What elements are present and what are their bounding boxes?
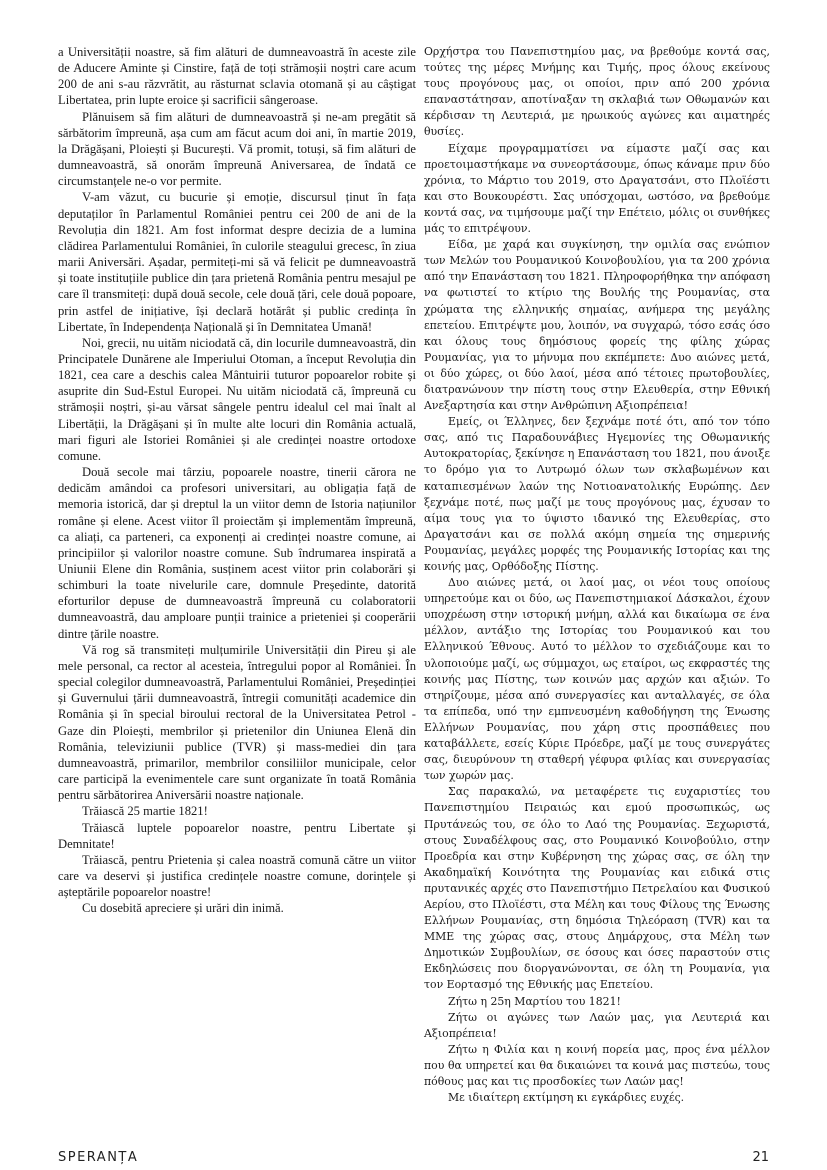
el-paragraph-9: Ζήτω η Φιλία και η κοινή πορεία μας, προς ένα μέλλον που θα υπηρετεί και θα δικαιώνει τα κοινά μας πιστεύω, τους πόθους μας και τις προσδοκίες των Λαών μας! <box>424 1042 770 1088</box>
ro-paragraph-5: Două secole mai târziu, popoarele noastre, tinerii cărora ne dedicăm amândoi ca profesori universitari, au obligația față de memoria istorică, dar și dreptul la un viitor demn de Istoria națiunilor române și elene. Acest viitor îl proiectăm și implementăm împreună, ca aliați, ca parteneri, ca exponenți ai credinței noastre comune, ai principiilor și valorilor noastre comune. Sub îndrumarea inspirată a Uniunii Elene din România, susținem acest viitor prin colaborări și schimburi la toate nivelurile care, domnule Președinte, datorită eforturilor depuse de dumneavoastră împreună cu colaboratorii dumneavoastră, dau amploare punții trainice a prieteniei și cooperării dintre țările noastre. <box>58 465 416 641</box>
ro-paragraph-4: Noi, grecii, nu uităm niciodată că, din locurile dumneavoastră, din Principatele Dunărene ale Imperiului Otoman, a început Revoluția din 1821, cea care a deschis calea Mântuirii tuturor popoarelor robite și asuprite din Sud-Estul Europei. Nu uităm niciodată că, împreună cu strămoșii noștri, și-au vărsat sângele pentru idealul cel mai înalt al Libertății, la Drăgășani și în multe alte locuri din România actuală, mari figuri ale Istoriei României și ale credinței noastre ortodoxe comune. <box>58 335 416 463</box>
el-paragraph-5: Δυο αιώνες μετά, οι λαοί μας, οι νέοι τους οποίους υπηρετούμε και οι δύο, ως Πανεπιστημιακοί Δάσκαλοι, έχουν υποχρέωση στην ιστορική μνήμη, αλλά και δικαίωμα σε ένα μέλλον, αντάξιο της Ιστορίας του Ρουμανικού και του Ελληνικού Έθνους. Αυτό το μέλλον το σχεδιάζουμε και το υλοποιούμε μαζί, ως σύμμαχοι, ως εταίροι, ως εκφραστές της κοινής μας Πίστης, των κοινών μας αρχών και αξιών. Το στηρίζουμε, μέσα από συνεργασίες και ανταλλαγές, σε όλα τα επίπεδα, υπό την εμπνευσμένη καθοδήγηση της Ένωσης Ελλήνων Ρουμανίας, που χάρη στις προσπάθειες που καταβάλλετε, εσείς Κύριε Πρόεδρε, μαζί με τους συνεργάτες σας, διευρύνουν τη σταθερή γέφυρα φιλίας και συνεργασίας των χωρών μας. <box>424 576 770 783</box>
page-footer <box>58 1150 769 1170</box>
el-paragraph-7: Ζήτω η 25η Μαρτίου του 1821! <box>448 994 621 1008</box>
el-paragraph-4: Εμείς, οι Έλληνες, δεν ξεχνάμε ποτέ ότι, από τον τόπο σας, από τις Παραδουνάβιες Ηγεμονίες της Οθωμανικής Αυτοκρατορίας, ξεκίνησε η Επανάσταση του 1821, που άνοιξε το δρόμο για το Λυτρωμό όλων των σκλαβωμένων και καταπιεσμένων λαών της Νοτιοανατολικής Ευρώπης. Δεν ξεχνάμε ποτέ, πως μαζί με τους προγόνους μας, έχυσαν το αίμα τους για το ύψιστο ιδανικό της Ελευθερίας, στο Δραγατσάνι και σε πολλά ακόμη σημεία της σημερινής Ρουμανίας, μεγάλες μορφές της Ρουμανικής Ιστορίας και της κοινής μας, Ορθόδοξης Πίστης. <box>424 415 770 573</box>
page-number: 21 <box>752 1150 769 1165</box>
ro-paragraph-2: Plănuisem să fim alături de dumneavoastră și ne-am pregătit să sărbătorim împreună, așa cum am făcut acum doi ani, în martie 2019, la Drăgășani, Ploiești și București. Vă promit, totuși, să fim alături de dumneavoastră, să onorăm împreună Aniversarea, de îndată ce circumstanțele ne-o vor permite. <box>58 109 416 189</box>
el-paragraph-10: Με ιδιαίτερη εκτίμηση κι εγκάρδιες ευχές. <box>448 1091 685 1105</box>
ro-paragraph-8: Trăiască luptele popoarelor noastre, pentru Libertate și Demnitate! <box>58 820 416 851</box>
ro-paragraph-1: a Universității noastre, să fim alături de dumneavoastră în aceste zile de Aducere Aminte și Cinstire, față de toți strămoșii noștri care acum 200 de ani s-au răzvrătit, au răsturnat sclavia otomană și au câștigat Libertatea, prin lupte eroice și sacrificii sângeroase. <box>58 45 416 108</box>
ro-paragraph-7: Trăiască 25 martie 1821! <box>82 804 208 819</box>
el-paragraph-3: Είδα, με χαρά και συγκίνηση, την ομιλία σας ενώπιον των Μελών του Ρουμανικού Κοινοβουλίου, για τα 200 χρόνια από την Επανάσταση του 1821. Πληροφορήθηκα την απόφαση να φωτιστεί το κτίριο της Βουλής της Ρουμανίας, στα χρώματα της ελληνικής σημαίας, ανήμερα της μεγάλης επετείου. Επιτρέψτε μου, λοιπόν, να συγχαρώ, τόσο εσάς όσο και όλους τους δημόσιους φορείς της φίλης χώρας Ρουμανίας, για το μήνυμα που εκπέμπετε: Δυο αιώνες μετά, οι δύο χώρες, οι δύο λαοί, μέσα από τέτοιες πρωτοβουλίες, διατρανώνουν την πίστη τους στην Ελευθερία, στην Εθνική Ανεξαρτησία και στην Ανθρώπινη Αξιοπρέπεια! <box>424 238 770 413</box>
ro-paragraph-9: Trăiască, pentru Prietenia și calea noastră comună către un viitor care va deservi și justifica credințele noastre comune, dorințele și așteptările popoarelor noastre! <box>58 852 416 900</box>
romanian-column <box>58 44 416 916</box>
el-paragraph-2: Είχαμε προγραμματίσει να είμαστε μαζί σας και προετοιμαστήκαμε να συνεορτάσουμε, όπως κάναμε πριν δύο χρόνια, το Μάρτιο του 2019, στο Δραγατσάνι, στο Πλοϊέστι και στο Βουκουρέστι. Σας υπόσχομαι, ωστόσο, να βρεθούμε κοντά σας, να τιμήσουμε μαζί την Επέτειο, μόλις οι συνθήκες μάς το επιτρέψουν. <box>424 141 770 236</box>
greek-column <box>424 44 770 1106</box>
ro-paragraph-10: Cu dosebită apreciere și urări din inimă. <box>82 901 284 916</box>
ro-paragraph-3: V-am văzut, cu bucurie și emoție, discursul ținut în fața deputaților în Parlamentul României pentru cei 200 de ani de la Revoluția din 1821. Am fost informat despre decizia de a lumina clădirea Parlamentului României, în culorile steagului grecesc, în ziua marii Aniversări. Așadar, permiteți-mi să vă felicit pe dumneavoastră și toate instituțiile publice din țara prietenă România pentru mesajul pe care îl transmiteți: după două secole, cele două țări, cele două popoare, prin astfel de inițiative, își declară hotărât și public credința în Libertate, în Independența Națională și în Demnitatea Umană! <box>58 190 416 334</box>
el-paragraph-6: Σας παρακαλώ, να μεταφέρετε τις ευχαριστίες του Πανεπιστημίου Πειραιώς και εμού προσωπικώς, ως Πρυτάνεώς του, σε όλο το Λαό της Ρουμανίας. Ξεχωριστά, στους Συναδέλφους σας, στο Ρουμανικό Κοινοβούλιο, στην Προεδρία και στην Κυβέρνηση της χώρας σας, σε όλη την Ακαδημαϊκή Κοινότητα της Ρουμανίας και ειδικά στις πρυτανικές αρχές στο Πανεπιστήμιο Πετρελαίου και Φυσικού Αερίου, στο Πλοϊέστι, στα Μέλη και τους Φίλους της Ένωσης Ελλήνων Ρουμανίας, στη δημόσια Τηλεόραση (TVR) και τα ΜΜΕ της χώρας σας, στους Δημάρχους, στα Μέλη των Δημοτικών Συμβουλίων, σε όσους και όσες παραστούν στις Εκδηλώσεις που διοργανώνονται, σε όλη τη Ρουμανία, για τον Εορτασμό της Εθνικής μας Επετείου. <box>424 785 770 992</box>
el-paragraph-8: Ζήτω οι αγώνες των Λαών μας, για Λευτεριά και Αξιοπρέπεια! <box>424 1010 770 1040</box>
magazine-title: SPERANȚA <box>58 1150 139 1165</box>
ro-paragraph-6: Vă rog să transmiteți mulțumirile Universității din Pireu și ale mele personal, ca rector al acesteia, întregului popor al României. În special colegilor dumneavoastră, Parlamentului României, Președinției și Guvernului țării dumneavoastră, întregii comunități academice din România și în special biroului rectoral de la Universitatea Petrol - Gaze din Ploiești, membrilor și prietenilor din Uniunea Elenă din România, televiziunii publice (TVR) și mass-mediei din țara dumneavoastră, primarilor, membrilor consiliilor municipale, celor care participă la evenimentele care sunt organizate în toată România pentru sărbătorirea Aniversării noastre naționale. <box>58 642 416 803</box>
el-paragraph-1: Ορχήστρα του Πανεπιστημίου μας, να βρεθούμε κοντά σας, τούτες της μέρες Μνήμης και Τιμής, προς όλους εκείνους τους προγόνους μας, οι οποίοι, πριν από 200 χρόνια επαναστάτησαν, αποτίναξαν τη σκλαβιά των Οθωμανών και κέρδισαν τη Λευτεριά, με ηρωικούς αγώνες και αιματηρές θυσίες. <box>424 45 770 139</box>
